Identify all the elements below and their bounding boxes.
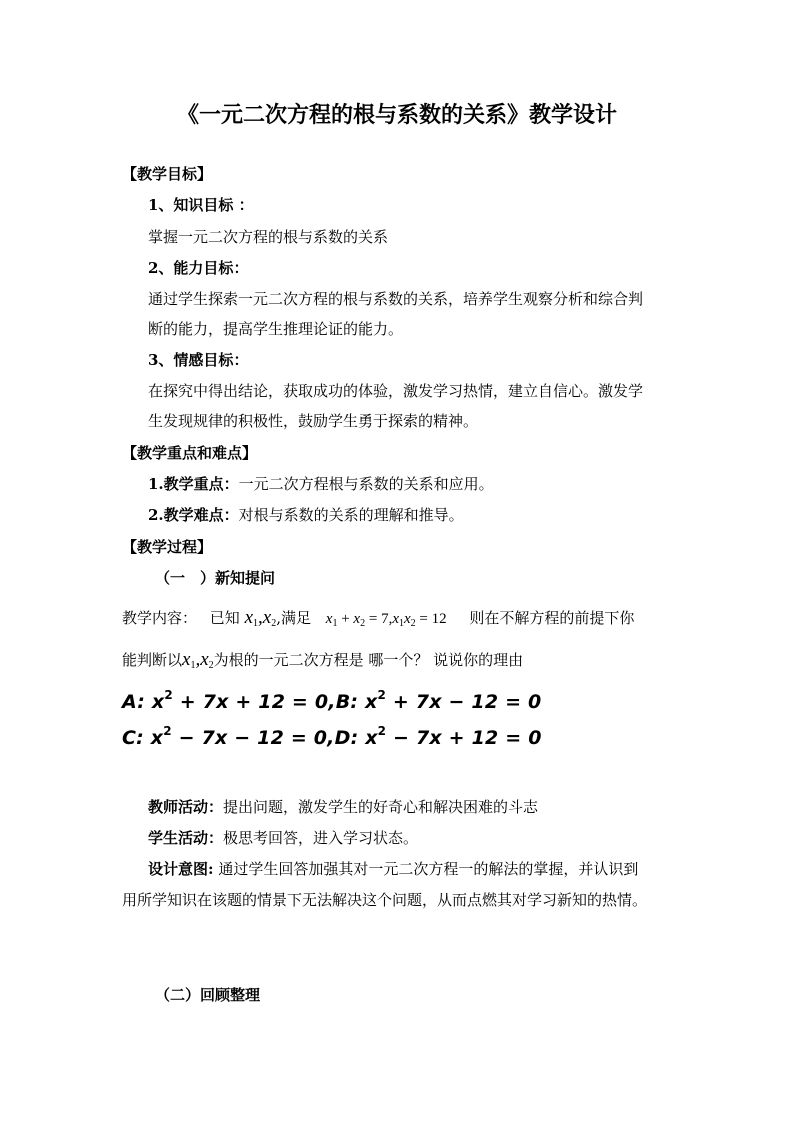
content-line1 <box>122 608 634 634</box>
goal3-line1: 在探究中得出结论，获取成功的体验，激发学习热情，建立自信心。激发学 <box>148 382 644 400</box>
content-satisfy: ,满足 <box>276 609 311 627</box>
goal2-line2: 断的能力，提高学生推理论证的能力。 <box>148 320 404 338</box>
known-sum: 7 <box>381 611 389 627</box>
goal3-line2: 生发现规律的积极性，鼓励学生勇于探索的精神。 <box>148 412 479 430</box>
option-d-equation: : $x^2 - 7x + 12 = 0$ <box>350 724 542 749</box>
design-intent-line1 <box>148 859 638 879</box>
design-intent-line2: 用所学知识在该题的情景下无法解决这个问题，从而点燃其对学习新知的热情。 <box>122 891 648 909</box>
key-point-label: 1.教学重点： <box>148 475 239 493</box>
option-a-label: A <box>122 691 138 713</box>
roots-expression: $x_1,x_2$ <box>244 607 277 629</box>
design-intent-text-1: 通过学生回答加强其对一元二次方程一的解法的掌握，并认识到 <box>213 860 639 878</box>
option-d-label: D <box>334 727 351 749</box>
content-label: 教学内容： <box>122 609 198 627</box>
roots-expression-2: $x_1,x_2$ <box>182 649 214 671</box>
student-activity-line <box>148 828 418 848</box>
student-activity-label: 学生活动： <box>148 829 224 847</box>
content-then: 则在不解方程的前提下你 <box>469 609 635 627</box>
section-heading-process: 【教学过程】 <box>122 538 213 556</box>
section-heading-goals: 【教学目标】 <box>122 165 213 183</box>
design-intent-label: 设计意图: <box>148 860 214 878</box>
equation-row-2 <box>122 724 542 749</box>
difficult-point-label: 2.教学难点： <box>148 506 239 524</box>
content-line2 <box>122 650 523 676</box>
content-line2-suffix: 为根的一元二次方程是 哪一个？ 说说你的理由 <box>213 651 524 669</box>
teacher-activity-text: 提出问题，激发学生的好奇心和解决困难的斗志 <box>223 798 539 816</box>
section-heading-key-points: 【教学重点和难点】 <box>122 444 258 462</box>
part1-heading: （一 ）新知提问 <box>155 569 276 587</box>
key-point-text: 一元二次方程根与系数的关系和应用。 <box>238 475 494 493</box>
key-point-line <box>148 474 494 494</box>
option-b-label: B <box>335 691 351 713</box>
known-product: 12 <box>431 611 447 627</box>
option-a-equation: : $x^2 + 7x + 12 = 0$, <box>137 688 336 713</box>
content-known: 已知 <box>209 609 240 627</box>
option-c-equation: : $x^2 - 7x - 12 = 0$, <box>136 724 335 749</box>
difficult-point-line <box>148 505 464 525</box>
option-c-label: C <box>122 727 137 749</box>
document-title: 《一元二次方程的根与系数的关系》教学设计 <box>176 102 617 128</box>
teacher-activity-label: 教师活动： <box>148 798 224 816</box>
teacher-activity-line <box>148 797 538 817</box>
goal3-heading: 3、情感目标： <box>148 351 249 369</box>
vieta-condition-formula: $x_1 + x_2 = 7,x_1x_2 = 12$ <box>325 611 447 629</box>
equation-row-1 <box>122 688 541 713</box>
part2-heading: （二）回顾整理 <box>155 986 261 1004</box>
goal2-heading: 2、能力目标： <box>148 259 249 277</box>
difficult-point-text: 对根与系数的关系的理解和推导。 <box>238 506 464 524</box>
goal1-text: 掌握一元二次方程的根与系数的关系 <box>148 228 389 246</box>
goal2-line1: 通过学生探索一元二次方程的根与系数的关系，培养学生观察分析和综合判 <box>148 290 644 308</box>
content-line2-prefix: 能判断以 <box>122 651 183 669</box>
goal1-heading: 1、知识目标 ： <box>148 196 254 214</box>
student-activity-text: 极思考回答，进入学习状态。 <box>223 829 419 847</box>
option-b-equation: : $x^2 + 7x - 12 = 0$ <box>350 688 542 713</box>
